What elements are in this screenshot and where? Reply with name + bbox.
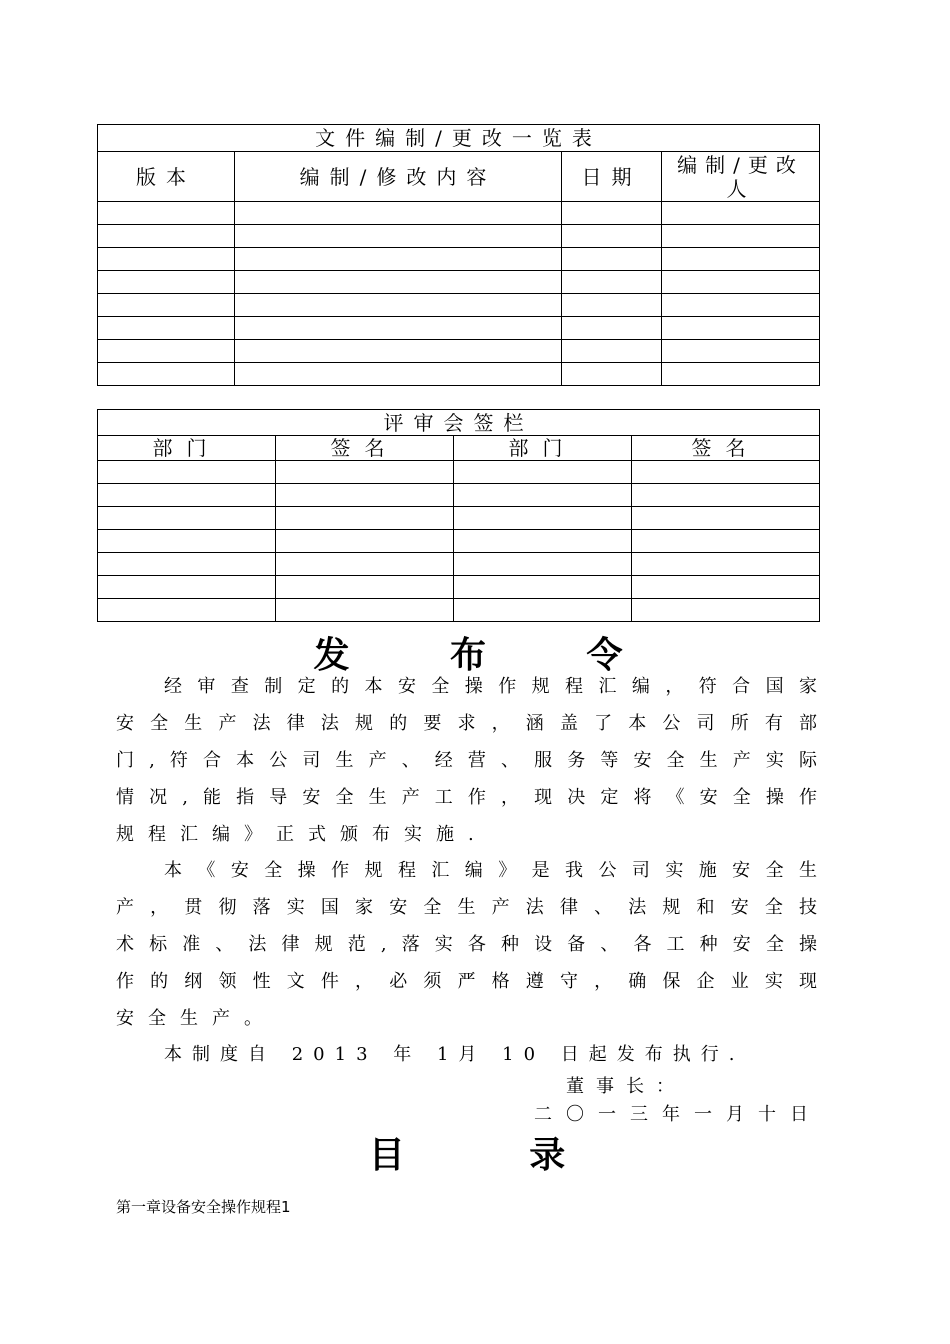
paragraph-line: 规程汇编》正式颁布实施. — [116, 824, 488, 845]
table-cell[interactable] — [632, 599, 820, 622]
table-cell[interactable] — [235, 202, 562, 225]
revision-table-title: 文件编制/更改一览表 — [98, 125, 820, 152]
header-signature: 签名 — [276, 436, 454, 461]
table-row — [98, 202, 820, 225]
table-cell[interactable] — [235, 271, 562, 294]
table-cell[interactable] — [98, 248, 235, 271]
table-cell[interactable] — [98, 576, 276, 599]
table-cell[interactable] — [454, 576, 632, 599]
paragraph-line: 情况,能指导安全生产工作，现决定将《安全操作 — [116, 787, 820, 808]
paragraph-line: 安全生产法律法规的要求，涵盖了本公司所有部 — [116, 713, 820, 734]
table-cell[interactable] — [98, 271, 235, 294]
table-cell[interactable] — [98, 461, 276, 484]
release-order-title: 发 布 令 — [313, 634, 667, 676]
release-date: 二〇一三年一月十日 — [534, 1104, 822, 1125]
table-row — [98, 484, 820, 507]
table-cell[interactable] — [276, 530, 454, 553]
header-version: 版本 — [98, 152, 235, 202]
table-cell[interactable] — [454, 461, 632, 484]
table-cell[interactable] — [235, 317, 562, 340]
table-cell[interactable] — [662, 271, 820, 294]
table-row — [98, 317, 820, 340]
table-cell[interactable] — [276, 553, 454, 576]
revision-table — [97, 124, 820, 386]
table-cell[interactable] — [662, 317, 820, 340]
header-content: 编制/修改内容 — [235, 152, 562, 202]
table-cell[interactable] — [562, 294, 662, 317]
table-row — [98, 553, 820, 576]
table-row — [98, 248, 820, 271]
paragraph-line: 安全生产。 — [116, 1008, 276, 1029]
table-cell[interactable] — [632, 461, 820, 484]
table-row — [98, 599, 820, 622]
table-cell[interactable] — [98, 363, 235, 386]
header-department: 部门 — [454, 436, 632, 461]
table-cell[interactable] — [276, 484, 454, 507]
table-cell[interactable] — [562, 363, 662, 386]
table-cell[interactable] — [562, 271, 662, 294]
table-cell[interactable] — [454, 484, 632, 507]
table-cell[interactable] — [662, 225, 820, 248]
table-cell[interactable] — [98, 202, 235, 225]
table-cell[interactable] — [98, 225, 235, 248]
paragraph-line: 产，贯彻落实国家安全生产法律、法规和安全技 — [116, 897, 820, 918]
table-row — [98, 530, 820, 553]
table-row — [98, 294, 820, 317]
table-cell[interactable] — [662, 363, 820, 386]
table-cell[interactable] — [562, 340, 662, 363]
table-cell[interactable] — [562, 317, 662, 340]
paragraph-line: 术标准、法律规范,落实各种设备、各工种安全操 — [116, 934, 820, 955]
table-cell[interactable] — [98, 340, 235, 363]
paragraph-line: 经审查制定的本安全操作规程汇编，符合国家 — [164, 676, 820, 697]
table-cell[interactable] — [454, 507, 632, 530]
toc-title: 目 录 — [368, 1134, 622, 1176]
toc-entry[interactable]: 第一章设备安全操作规程1 — [116, 1198, 291, 1216]
header-date: 日期 — [562, 152, 662, 202]
header-signature: 签名 — [632, 436, 820, 461]
table-cell[interactable] — [235, 248, 562, 271]
table-row — [98, 271, 820, 294]
table-cell[interactable] — [98, 530, 276, 553]
paragraph-line: 作的纲领性文件，必须严格遵守，确保企业实现 — [116, 971, 820, 992]
table-cell[interactable] — [662, 202, 820, 225]
table-cell[interactable] — [98, 294, 235, 317]
table-cell[interactable] — [235, 225, 562, 248]
table-row — [98, 363, 820, 386]
table-row — [98, 576, 820, 599]
table-cell[interactable] — [235, 340, 562, 363]
chairman-signature-label: 董事长： — [566, 1076, 686, 1097]
table-cell[interactable] — [632, 484, 820, 507]
header-editor: 编制/更改人 — [662, 152, 820, 202]
table-cell[interactable] — [98, 507, 276, 530]
table-row — [98, 225, 820, 248]
table-cell[interactable] — [276, 599, 454, 622]
table-cell[interactable] — [98, 553, 276, 576]
table-cell[interactable] — [454, 553, 632, 576]
table-cell[interactable] — [562, 248, 662, 271]
table-cell[interactable] — [632, 553, 820, 576]
table-cell[interactable] — [454, 599, 632, 622]
paragraph-line: 门,符合本公司生产、经营、服务等安全生产实际 — [116, 750, 820, 771]
table-cell[interactable] — [662, 294, 820, 317]
table-cell[interactable] — [632, 530, 820, 553]
table-row — [98, 461, 820, 484]
table-cell[interactable] — [276, 461, 454, 484]
table-row — [98, 340, 820, 363]
table-cell[interactable] — [562, 225, 662, 248]
table-cell[interactable] — [632, 576, 820, 599]
table-cell[interactable] — [98, 484, 276, 507]
table-cell[interactable] — [98, 599, 276, 622]
table-cell[interactable] — [276, 576, 454, 599]
table-cell[interactable] — [235, 294, 562, 317]
table-row — [98, 507, 820, 530]
release-paragraph-1 — [116, 668, 820, 853]
table-cell[interactable] — [662, 340, 820, 363]
table-cell[interactable] — [662, 248, 820, 271]
table-cell[interactable] — [454, 530, 632, 553]
release-paragraph-2 — [116, 852, 820, 1037]
release-paragraph-3 — [116, 1036, 820, 1073]
table-cell[interactable] — [235, 363, 562, 386]
paragraph-line: 本制度自 2013 年 1月 10 日起发布执行. — [164, 1044, 745, 1065]
table-cell[interactable] — [276, 507, 454, 530]
table-cell[interactable] — [562, 202, 662, 225]
review-table-title: 评审会签栏 — [98, 410, 820, 436]
review-signoff-table — [97, 409, 820, 622]
table-cell[interactable] — [98, 317, 235, 340]
table-cell[interactable] — [632, 507, 820, 530]
header-department: 部门 — [98, 436, 276, 461]
paragraph-line: 本《安全操作规程汇编》是我公司实施安全生 — [164, 860, 820, 881]
